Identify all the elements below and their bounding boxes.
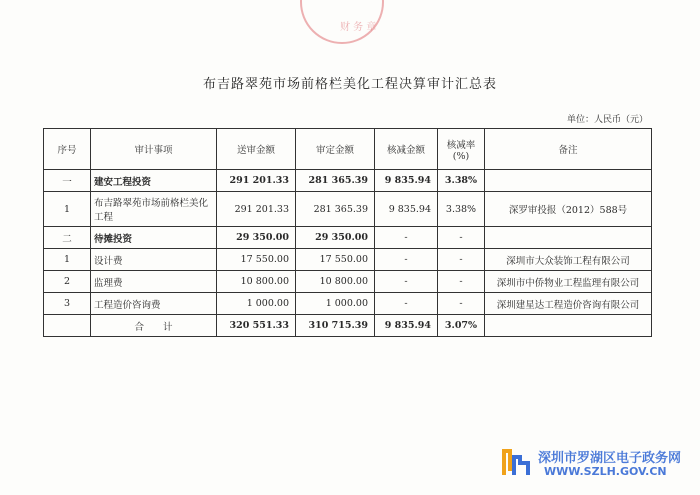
cell-note: 深圳建星达工程造价咨询有限公司 [485,293,652,315]
cell-note: 深圳市大众装饰工程有限公司 [485,249,652,271]
cell-reduction: 9 835.94 [375,170,438,192]
table-row [44,192,652,227]
cell-rate: 3.38% [438,170,485,192]
table-total-row [44,315,652,337]
lh-logo-icon [500,445,534,479]
seal-text: 财 务 章 [340,22,377,33]
cell-reduction: 9 835.94 [375,192,438,227]
total-note [485,315,652,337]
cell-reduction: - [375,227,438,249]
total-reduction: 9 835.94 [375,315,438,337]
cell-no: 3 [44,293,91,315]
header-note: 备注 [485,129,652,170]
table-row [44,249,652,271]
table-row [44,227,652,249]
cell-no: 一 [44,170,91,192]
cell-note [485,227,652,249]
cell-rate: 3.38% [438,192,485,227]
cell-no: 二 [44,227,91,249]
cell-rate: - [438,293,485,315]
cell-item: 监理费 [91,271,217,293]
cell-submitted: 1 000.00 [217,293,296,315]
cell-item: 建安工程投资 [91,170,217,192]
audit-summary-table [43,128,652,337]
cell-audited: 281 365.39 [296,170,375,192]
cell-reduction: - [375,293,438,315]
watermark-line2: WWW.SZLH.GOV.CN [544,465,667,478]
cell-item: 设计费 [91,249,217,271]
cell-no [44,315,91,337]
header-submitted: 送审金额 [217,129,296,170]
cell-audited: 29 350.00 [296,227,375,249]
cell-reduction: - [375,271,438,293]
header-rate-line1: 核减率 [446,139,476,151]
total-submitted: 320 551.33 [217,315,296,337]
cell-submitted: 10 800.00 [217,271,296,293]
cell-item: 布吉路翠苑市场前格栏美化工程 [91,192,217,227]
cell-no: 1 [44,192,91,227]
page-title: 布吉路翠苑市场前格栏美化工程决算审计汇总表 [202,77,497,92]
cell-rate: - [438,271,485,293]
header-reduction: 核减金额 [375,129,438,170]
header-audited: 审定金额 [296,129,375,170]
table-header-row [44,129,652,170]
cell-rate: - [438,227,485,249]
cell-note: 深圳市中侨物业工程监理有限公司 [485,271,652,293]
total-rate: 3.07% [438,315,485,337]
table-row [44,271,652,293]
table-row [44,293,652,315]
cell-submitted: 29 350.00 [217,227,296,249]
cell-audited: 1 000.00 [296,293,375,315]
cell-audited: 281 365.39 [296,192,375,227]
cell-reduction: - [375,249,438,271]
cell-item: 工程造价咨询费 [91,293,217,315]
cell-no: 2 [44,271,91,293]
cell-no: 1 [44,249,91,271]
header-item: 审计事项 [91,129,217,170]
total-audited: 310 715.39 [296,315,375,337]
cell-note [485,170,652,192]
cell-submitted: 291 201.33 [217,170,296,192]
cell-audited: 10 800.00 [296,271,375,293]
cell-submitted: 291 201.33 [217,192,296,227]
cell-item: 待摊投资 [91,227,217,249]
watermark-logo [500,443,680,483]
cell-rate: - [438,249,485,271]
header-no: 序号 [44,129,91,170]
header-rate [438,129,485,170]
cell-note: 深罗审投报（2012）588号 [485,192,652,227]
cell-submitted: 17 550.00 [217,249,296,271]
table-row [44,170,652,192]
header-rate-line2: (%) [452,150,470,162]
watermark-line1: 深圳市罗湖区电子政务网 [538,451,682,466]
total-label: 合 计 [91,315,217,337]
currency-unit: 单位：人民币（元） [566,115,648,125]
cell-audited: 17 550.00 [296,249,375,271]
